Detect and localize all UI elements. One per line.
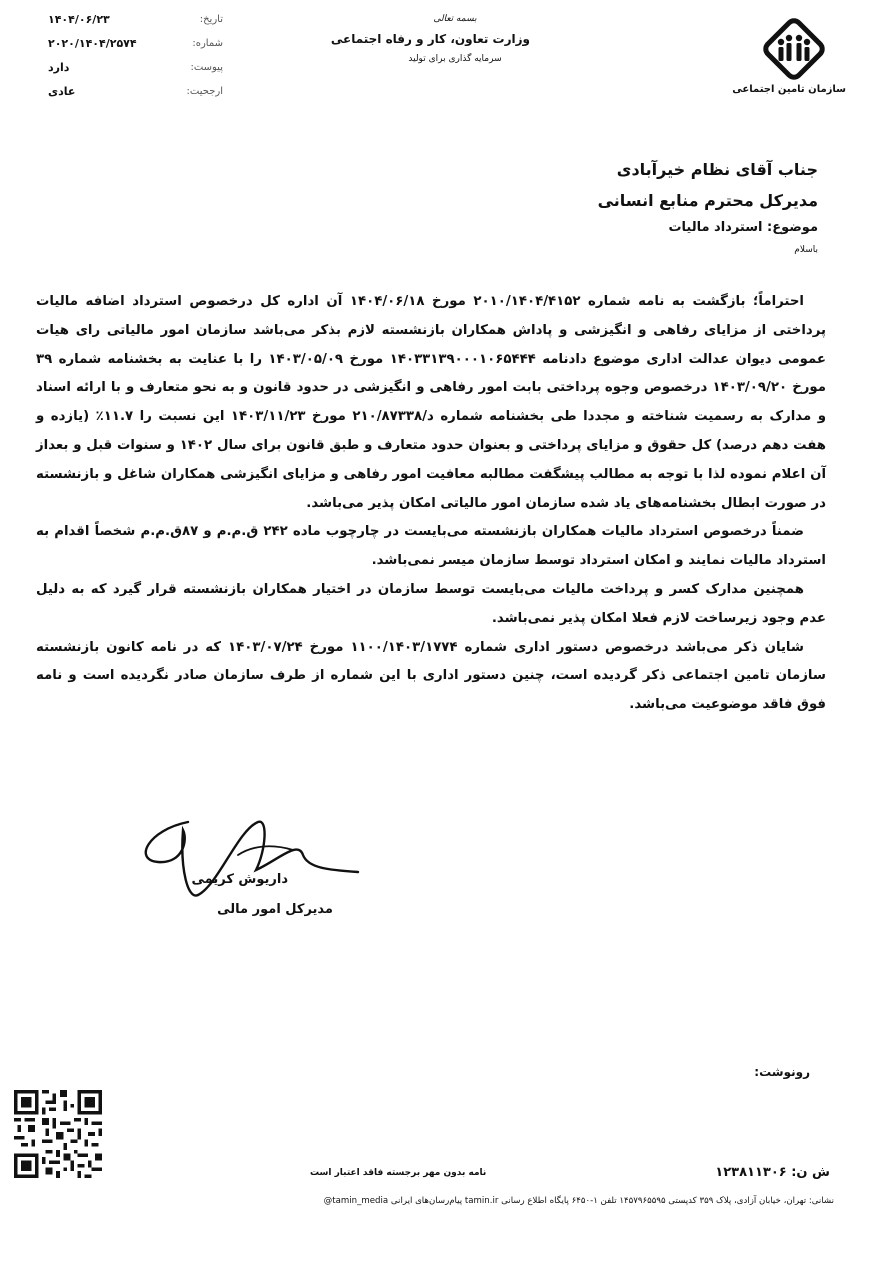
- handwritten-signature-icon: [128, 800, 368, 910]
- recipient-name: جناب آقای نظام خیرآبادی: [616, 160, 818, 179]
- subject-line: [118, 220, 818, 235]
- priority-label: ارجحیت:: [186, 86, 223, 97]
- logo-caption: سازمان تامین اجتماعی: [732, 84, 846, 95]
- attach-value: دارد: [48, 61, 70, 74]
- signatory-title: مدیرکل امور مالی: [217, 902, 333, 917]
- organization-logo: [732, 14, 846, 114]
- cc-label: رونوشت:: [754, 1065, 810, 1079]
- date-label: تاریخ:: [199, 14, 223, 25]
- meta-priority-row: [48, 80, 223, 104]
- priority-value: عادی: [48, 85, 76, 98]
- postal-value: ۱۲۳۸۱۱۳۰۶: [715, 1165, 787, 1180]
- attach-label: پیوست:: [190, 62, 223, 73]
- postal-label: ش ن:: [791, 1165, 830, 1180]
- greeting: باسلام: [794, 245, 818, 255]
- subject-label: موضوع:: [767, 220, 818, 235]
- footer-address: نشانی: تهران، خیابان آزادی، پلاک ۳۵۹ کدپستی ۱۴۵۷۹۶۵۵۹۵ تلفن ۱-۶۴۵۰ پایگاه اطلاع رسانی tamin.ir پیام‌رسان‌های ایرانی tamin_media@: [323, 1196, 834, 1206]
- postal-code: [715, 1165, 830, 1180]
- ministry-name: وزارت تعاون، کار و رفاه اجتماعی: [330, 32, 530, 46]
- meta-number-row: [48, 32, 223, 56]
- date-value: ۱۴۰۴/۰۶/۲۳: [48, 13, 110, 26]
- letter-body: [36, 288, 826, 720]
- body-paragraph-3: همچنین مدارک کسر و پرداخت مالیات می‌بایست توسط سازمان در اختیار همکاران بازنشسته قرار گیرد که به دلیل عدم وجود زیرساخت لازم فعلا امکان پذیر نمی‌باشد.: [36, 581, 826, 626]
- body-paragraph-1: احتراماً؛ بازگشت به نامه شماره ۲۰۱۰/۱۴۰۴/۴۱۵۲ مورخ ۱۴۰۴/۰۶/۱۸ آن اداره کل درخصوص استرداد اضافه مالیات پرداختی از مزایای رفاهی و انگیزشی و پاداش همکاران بازنشسته لازم بذکر می‌باشد سازمان امور مالیاتی رای هیات عمومی دیوان عدالت اداری موضوع دادنامه ۱۴۰۳۳۱۳۹۰۰۰۱۰۶۵۴۴۴ مورخ ۱۴۰۳/۰۵/۰۹ را با عنایت به بخشنامه شماره ۳۹ مورخ ۱۴۰۳/۰۹/۲۰ درخصوص وجوه پرداختی بابت امور رفاهی و انگیزشی در حدود قانون و به نحو متعارف و با ارائه اسناد و مدارک به رسمیت شناخته و مجددا طی بخشنامه شماره د/۲۱۰/۸۷۳۳۸ مورخ ۱۴۰۳/۱۱/۲۳ این نسبت را ۱۱.۷٪ (یازده و هفت دهم درصد) کل حقوق و مزایای پرداختی و بعنوان حدود متعارف و طبق قانون برای سال ۱۴۰۲ و سنوات قبل و بعداز آن اعلام نموده لذا با توجه به مطالب پیشگفت مطالبه معافیت امور رفاهی و مزایای انگیزشی همکاران شاغل و بازنشسته در صورت ابطال بخشنامه‌های یاد شده سازمان امور مالیاتی امکان پذیر می‌باشد.: [36, 294, 827, 511]
- signatory-name: داریوش کریمی: [191, 872, 288, 887]
- qr-code-icon: [14, 1090, 102, 1178]
- recipient-block: [118, 160, 818, 255]
- slogan: سرمایه گذاری برای تولید: [408, 54, 502, 64]
- qr-code: [14, 1090, 102, 1178]
- recipient-title: مدیرکل محترم منابع انسانی: [597, 191, 818, 210]
- ministry-header: [330, 14, 530, 64]
- meta-date-row: [48, 8, 223, 32]
- subject-value: استرداد مالیات: [668, 220, 763, 235]
- meta-attach-row: [48, 56, 223, 80]
- bismillah: بسمه تعالی: [433, 14, 477, 24]
- body-paragraph-2: ضمناً درخصوص استرداد مالیات همکاران بازنشسته می‌بایست در چارچوب ماده ۲۴۲ ق.م.م و ۸۷ق.م.م شخصاً اقدام به استرداد مالیات نمایند و امکان استرداد توسط سازمان میسر نمی‌باشد.: [36, 524, 826, 569]
- signature-block: [128, 800, 368, 940]
- body-paragraph-4: شایان ذکر می‌باشد درخصوص دستور اداری شماره ۱۱۰۰/۱۴۰۳/۱۷۷۴ مورخ ۱۴۰۳/۰۷/۲۴ که در نامه کانون بازنشسته سازمان تامین اجتماعی ذکر گردیده است، چنین دستور اداری با این شماره از طرف سازمان صادر نگردیده است و نامه فوق فاقد موضوعیت می‌باشد.: [36, 639, 826, 713]
- stamp-note: نامه بدون مهر برجسته فاقد اعتبار است: [310, 1168, 487, 1178]
- letter-meta: [48, 8, 223, 104]
- number-label: شماره:: [192, 38, 223, 49]
- tamin-logo-icon: [759, 14, 829, 84]
- number-value: ۲۰۲۰/۱۴۰۴/۲۵۷۴: [48, 37, 137, 50]
